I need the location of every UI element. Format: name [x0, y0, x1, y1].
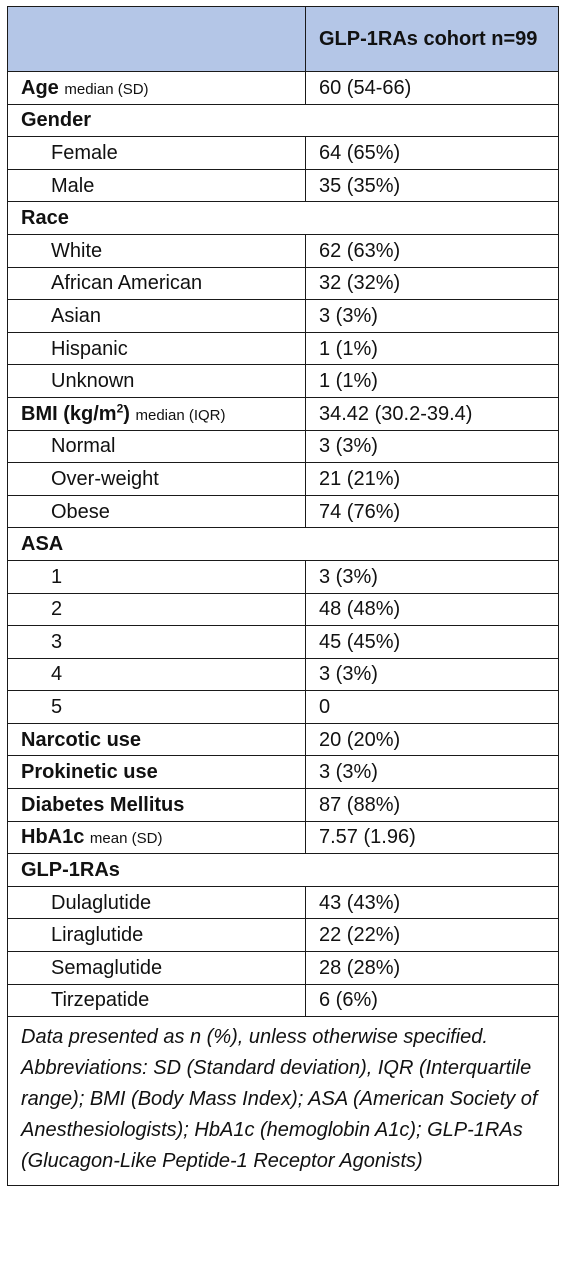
row-label-cell [8, 267, 306, 300]
table-row [8, 984, 559, 1017]
table-row [8, 137, 559, 170]
table-row [8, 821, 559, 854]
row-value: 35 (35%) [306, 169, 559, 202]
table-row [8, 365, 559, 398]
row-label-cell [8, 234, 306, 267]
row-value: 21 (21%) [306, 463, 559, 496]
header-cell-empty [8, 7, 306, 72]
table-row [8, 723, 559, 756]
row-label: Tirzepatide [51, 989, 150, 1012]
row-label: Age [21, 76, 59, 99]
row-value: 3 (3%) [306, 756, 559, 789]
table-row [8, 952, 559, 985]
row-label-cell [8, 593, 306, 626]
row-label-cell [8, 104, 559, 137]
row-label: Obese [51, 500, 110, 523]
row-value: 3 (3%) [306, 430, 559, 463]
row-label: Semaglutide [51, 956, 163, 979]
row-label: GLP-1RAs [21, 859, 120, 882]
label-superscript: 2 [116, 401, 124, 416]
row-label-cell [8, 984, 306, 1017]
row-value: 62 (63%) [306, 234, 559, 267]
table-row [8, 658, 559, 691]
row-label-cell [8, 430, 306, 463]
row-label: Asian [51, 304, 102, 327]
row-value: 34.42 (30.2-39.4) [306, 397, 559, 430]
row-label: Male [51, 174, 95, 197]
table-row [8, 495, 559, 528]
row-label: African American [51, 272, 203, 295]
row-label-cell [8, 691, 306, 724]
row-label-cell [8, 952, 306, 985]
row-value: 28 (28%) [306, 952, 559, 985]
row-value: 20 (20%) [306, 723, 559, 756]
row-label-cell [8, 495, 306, 528]
row-label-cell [8, 169, 306, 202]
row-value: 60 (54-66) [306, 72, 559, 105]
table-row [8, 332, 559, 365]
row-value: 0 [306, 691, 559, 724]
row-label-cell [8, 919, 306, 952]
row-qualifier: median (SD) [64, 80, 149, 98]
footnote-row [8, 1017, 559, 1186]
row-label: 1 [51, 565, 63, 588]
row-label-cell [8, 723, 306, 756]
row-value: 43 (43%) [306, 886, 559, 919]
table-row [8, 463, 559, 496]
row-label: 4 [51, 663, 63, 686]
row-label-cell [8, 789, 306, 822]
row-label: 3 [51, 630, 63, 653]
row-value: 3 (3%) [306, 300, 559, 333]
row-label-cell [8, 332, 306, 365]
row-label: Over-weight [51, 467, 159, 490]
row-label: Liraglutide [51, 924, 144, 947]
table-container [7, 6, 558, 1186]
row-label: Female [51, 141, 118, 164]
table-row [8, 886, 559, 919]
table-row [8, 919, 559, 952]
row-value: 1 (1%) [306, 365, 559, 398]
row-label-cell [8, 821, 306, 854]
footnote-cell [8, 1017, 559, 1186]
row-label: BMI (kg/m [21, 402, 117, 425]
row-label-cell [8, 137, 306, 170]
section-row [8, 202, 559, 235]
table-row [8, 300, 559, 333]
section-row [8, 104, 559, 137]
table-row [8, 756, 559, 789]
table-row [8, 560, 559, 593]
row-label: Hispanic [51, 337, 128, 360]
row-qualifier: median (IQR) [135, 406, 226, 424]
row-label: Gender [21, 109, 92, 132]
row-label: HbA1c [21, 826, 85, 849]
table-row [8, 234, 559, 267]
row-label-cell [8, 756, 306, 789]
row-label: 5 [51, 696, 63, 719]
table-row [8, 593, 559, 626]
row-label: 2 [51, 598, 63, 621]
row-label: Unknown [51, 370, 135, 393]
label-tail: ) [123, 402, 130, 425]
table-row [8, 430, 559, 463]
row-label-cell [8, 658, 306, 691]
table-row [8, 397, 559, 430]
row-value: 7.57 (1.96) [306, 821, 559, 854]
row-label: Diabetes Mellitus [21, 793, 185, 816]
section-row [8, 528, 559, 561]
row-label-cell [8, 365, 306, 398]
row-label: Prokinetic use [21, 761, 158, 784]
footnote-data-note: Data presented as n (%), unless otherwise specified. [21, 1026, 488, 1049]
cohort-characteristics-table [7, 6, 559, 1186]
row-label: Race [21, 207, 69, 230]
table-row [8, 72, 559, 105]
row-value: 32 (32%) [306, 267, 559, 300]
row-label-cell [8, 886, 306, 919]
row-value: 74 (76%) [306, 495, 559, 528]
row-value: 3 (3%) [306, 560, 559, 593]
row-value: 45 (45%) [306, 626, 559, 659]
header-row [8, 7, 559, 72]
row-label: Narcotic use [21, 728, 142, 751]
row-value: 87 (88%) [306, 789, 559, 822]
row-label-cell [8, 397, 306, 430]
row-value: 48 (48%) [306, 593, 559, 626]
row-label: White [51, 239, 103, 262]
row-label-cell [8, 626, 306, 659]
row-label-cell [8, 560, 306, 593]
row-value: 22 (22%) [306, 919, 559, 952]
row-value: 1 (1%) [306, 332, 559, 365]
row-label: ASA [21, 533, 64, 556]
row-value: 64 (65%) [306, 137, 559, 170]
section-row [8, 854, 559, 887]
table-row [8, 789, 559, 822]
row-label: Dulaglutide [51, 891, 152, 914]
row-value: 6 (6%) [306, 984, 559, 1017]
row-value: 3 (3%) [306, 658, 559, 691]
row-label: Normal [51, 435, 116, 458]
table-row [8, 626, 559, 659]
table-row [8, 169, 559, 202]
row-label-cell [8, 528, 559, 561]
row-label-cell [8, 202, 559, 235]
footnote-abbreviations: Abbreviations: SD (Standard deviation), IQR (Interquartile range); BMI (Body Mass Index); ASA (American Society of Anesthesiologists); HbA1c (hemoglobin A1c); GLP-1RAs (Glucagon-Like Peptide-1 Receptor Agonists) [21, 1057, 538, 1173]
row-label-cell [8, 72, 306, 105]
row-label-cell [8, 854, 559, 887]
row-label-cell [8, 300, 306, 333]
header-cell-cohort: GLP-1RAs cohort n=99 [306, 7, 559, 72]
table-row [8, 267, 559, 300]
row-qualifier: mean (SD) [89, 830, 163, 848]
table-row [8, 691, 559, 724]
row-label-cell [8, 463, 306, 496]
